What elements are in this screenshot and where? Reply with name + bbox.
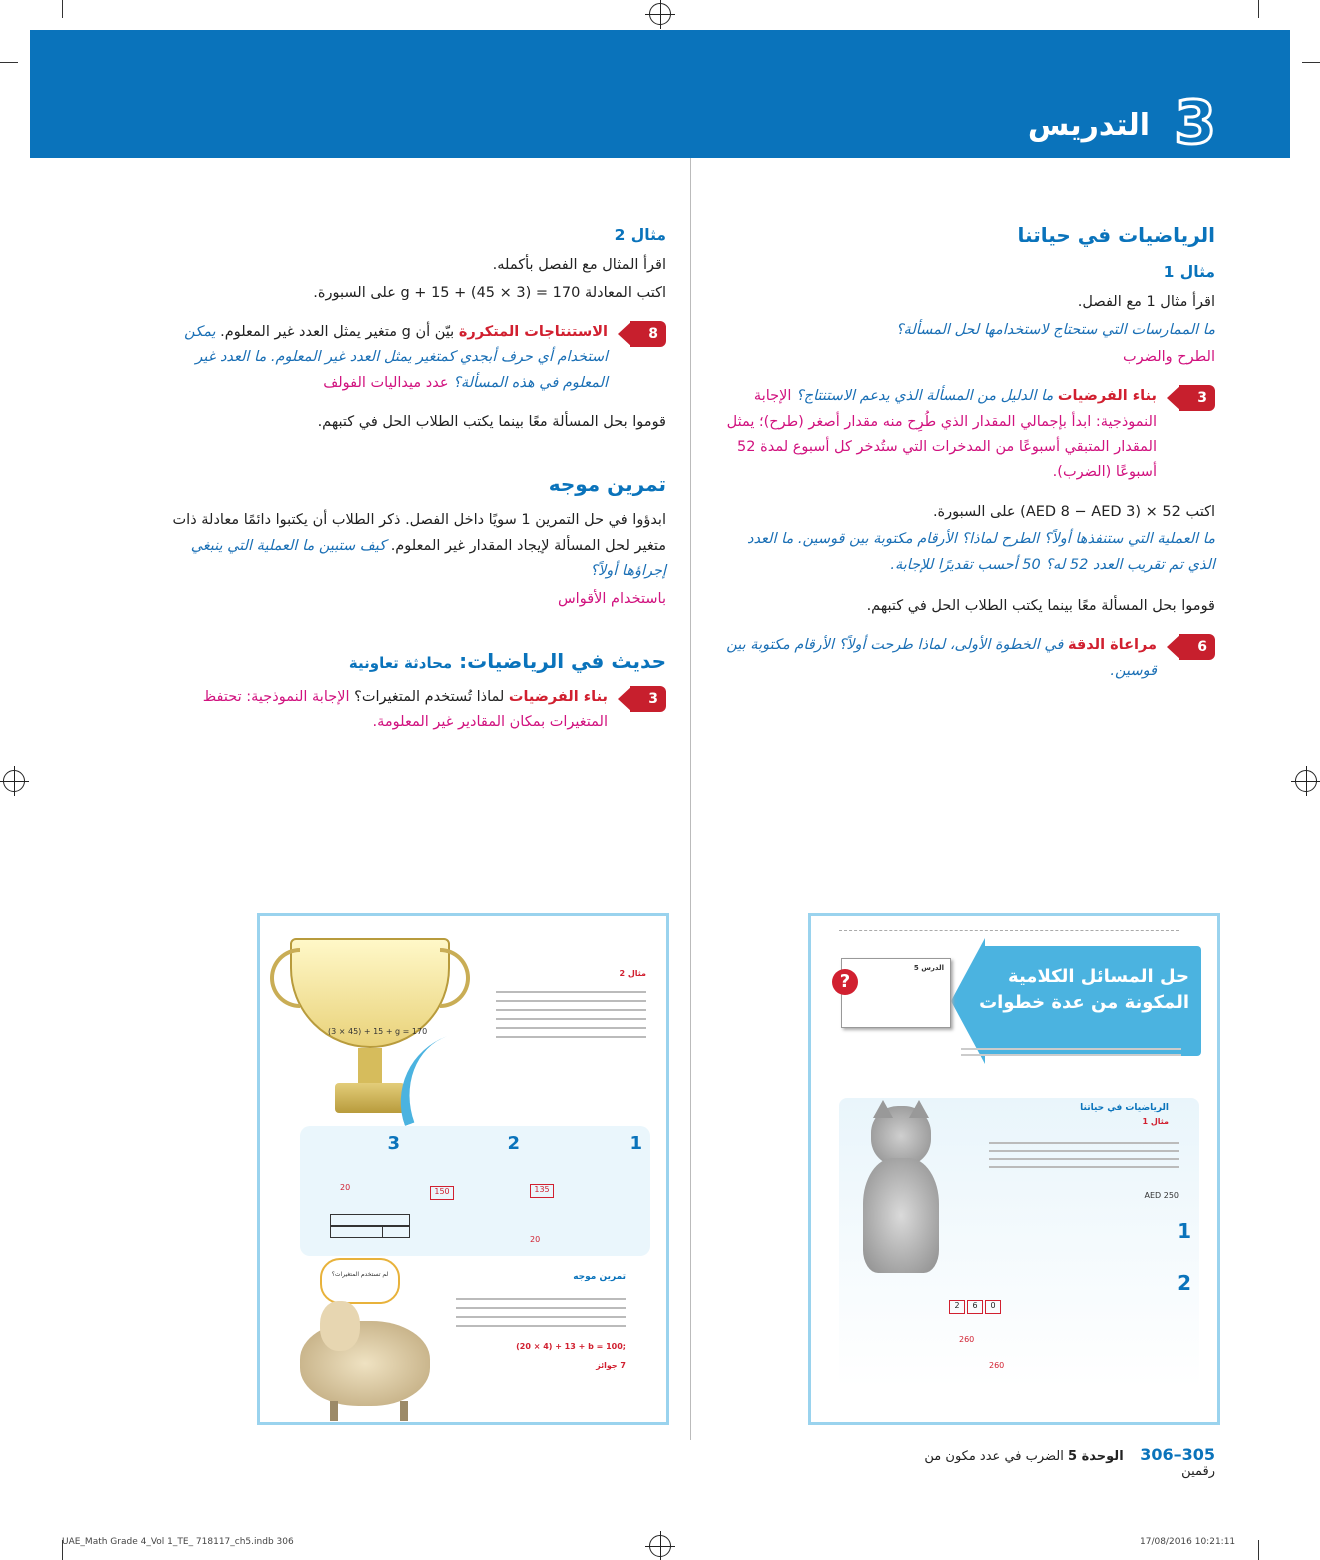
crop-mark bbox=[1258, 0, 1259, 18]
registration-mark-icon bbox=[1295, 770, 1317, 792]
note-label: مراعاة الدقة bbox=[1067, 637, 1157, 654]
guided-practice-heading: تمرين موجه bbox=[548, 472, 666, 497]
text-lines bbox=[496, 984, 646, 1045]
guided-text: ابدؤوا في حل التمرين 1 سويًا داخل الفصل. ذكر الطلاب أن يكتبوا دائمًا معادلة ذات متغير لحل المسألة لإيجاد المقدار غير المعلوم. كيف ستبين ما العملية التي ينبغي إجراؤها أولاً؟ bbox=[172, 512, 666, 580]
note-label: بناء الفرضيات bbox=[508, 688, 608, 705]
chapter-banner bbox=[30, 30, 1290, 158]
speech-bubble: لم تستخدم المتغيرات؟ bbox=[320, 1258, 400, 1304]
steps-panel: 1 2 3 135 150 20 bbox=[300, 1126, 650, 1256]
lesson-title-arrow: حل المسائل الكلامية المكونة من عدة خطوات bbox=[951, 946, 1201, 1056]
practice-tag-icon: 3 bbox=[616, 686, 666, 712]
file-slug: UAE_Math Grade 4_Vol 1_TE_ 718117_ch5.indb 306 bbox=[62, 1537, 294, 1547]
note-answer-label: الإجابة النموذجية: bbox=[753, 388, 1157, 430]
note-text: في الخطوة الأولى، لماذا طرحت أولاً؟ الأرقام مكتوبة بين قوسين. bbox=[726, 637, 1157, 679]
date-slug: 17/08/2016 10:21:11 bbox=[1140, 1537, 1236, 1547]
equation-label: (3 × 45) + 15 + g = 170 bbox=[328, 1027, 428, 1036]
text-lines bbox=[456, 1291, 626, 1334]
sheep-image bbox=[290, 1301, 440, 1421]
note-label: الاستنتاجات المتكررة bbox=[458, 323, 608, 340]
lesson-title: حل المسائل الكلامية bbox=[1008, 966, 1189, 987]
note-question: لماذا تُستخدم المتغيرات؟ bbox=[354, 688, 505, 705]
note-text: بيّن أن g متغير يمثل العدد غير المعلوم. bbox=[220, 323, 455, 340]
instruction-text: قوموا بحل المسألة معًا بينما يكتب الطلاب الحل في كتبهم. bbox=[866, 597, 1215, 614]
example-title: مثال 2 bbox=[614, 226, 666, 244]
note-question: ما الدليل من المسألة الذي يدعم الاستنتاج؟ bbox=[796, 388, 1054, 405]
unit-title: الضرب في عدد مكون من رقمين bbox=[924, 1449, 1215, 1479]
page-numbers: 305–306 bbox=[1140, 1445, 1215, 1464]
section-heading: الرياضيات في حياتنا bbox=[1017, 223, 1215, 247]
text-lines bbox=[961, 1044, 1181, 1060]
student-page-thumbnail bbox=[808, 913, 1220, 1425]
question-text: ما الممارسات التي ستحتاج لاستخدامها لحل المسألة؟ bbox=[895, 321, 1215, 338]
note-question: يمكن استخدام أي حرف أبجدي كمتغير يمثل العدد غير المعلوم. ما العدد غير المعلوم في هذه المسألة؟ bbox=[184, 323, 608, 391]
instruction-text: اكتب 52 × (AED 8 − AED 3) على السبورة. bbox=[932, 503, 1215, 520]
crop-mark bbox=[1302, 62, 1320, 63]
answer-text: الطرح والضرب bbox=[1123, 348, 1215, 365]
banner-number: 3 bbox=[1174, 88, 1216, 158]
practice-tag-icon: 6 bbox=[1165, 634, 1215, 660]
practice-tag-icon: 3 bbox=[1165, 385, 1215, 411]
practice-note bbox=[720, 633, 1215, 684]
question-text: ما العملية التي ستنفذها أولاً؟ الطرح لماذا؟ الأرقام مكتوبة بين قوسين. ما العدد الذي تم تقريب العدد 52 له؟ 50 أحسب تقديرًا للإجابة. bbox=[746, 531, 1215, 573]
practice-note bbox=[168, 685, 666, 736]
crop-mark bbox=[0, 62, 18, 63]
practice-note bbox=[168, 320, 666, 396]
instruction-text: اقرأ مثال 1 مع الفصل. bbox=[1077, 294, 1215, 311]
practice-note bbox=[720, 384, 1215, 486]
crop-mark bbox=[1258, 1540, 1259, 1560]
student-page-thumbnail: (3 × 45) + 15 + g = 170 مثال 2 1 2 3 135 150 20 20 تمرين موجه (20 × 4) + 13 + b = 100; 7 جوائز لم تستخدم المتغيرات؟ bbox=[257, 913, 669, 1425]
registration-mark-icon bbox=[649, 3, 671, 25]
column-divider bbox=[690, 158, 691, 1440]
note-answer: عدد ميداليات الفولف bbox=[323, 374, 449, 391]
banner-title: التدريس bbox=[1027, 108, 1150, 143]
right-column bbox=[720, 218, 1215, 684]
note-answer: ابدأ بإجمالي المقدار الذي طُرِح منه مقدار أصغر (طرح)؛ يمثل المقدار المتبقي أسبوعًا من المدخرات التي ستُدخر كل أسبوع لمدة 52 أسبوعًا (الضرب). bbox=[726, 413, 1157, 481]
lesson-card: الدرس 5 ? bbox=[841, 958, 951, 1028]
instruction-text: قوموا بحل المسألة معًا بينما يكتب الطلاب الحل في كتبهم. bbox=[317, 414, 666, 430]
unit-label: الوحدة 5 bbox=[1068, 1449, 1124, 1464]
math-talk-heading: حديث في الرياضيات: محادثة تعاونية bbox=[348, 648, 666, 673]
question-mark-icon: ? bbox=[832, 969, 858, 995]
practice-tag-icon: 8 bbox=[616, 321, 666, 347]
page-footer bbox=[900, 1445, 1215, 1479]
example-title: مثال 1 bbox=[1163, 263, 1215, 281]
guided-answer: باستخدام الأقواس bbox=[557, 590, 666, 607]
digit-boxes: 2 6 0 bbox=[949, 1300, 1001, 1314]
instruction-text: اقرأ المثال مع الفصل بأكمله. bbox=[492, 257, 666, 274]
registration-mark-icon bbox=[649, 1535, 671, 1557]
note-answer: الإجابة النموذجية: تحتفظ المتغيرات بمكان المقادير غير المعلومة. bbox=[202, 688, 608, 731]
crop-mark bbox=[62, 0, 63, 18]
kitten-image bbox=[851, 1106, 951, 1276]
instruction-text: اكتب المعادلة 170 = (3 × 45) + 15 + g على السبورة. bbox=[313, 284, 666, 301]
example-panel: الرياضيات في حياتنا مثال 1 AED 250 1 2 2 6 0 260 260 bbox=[839, 1098, 1199, 1388]
left-column bbox=[168, 218, 666, 736]
note-label: بناء الفرضيات bbox=[1057, 388, 1157, 405]
registration-mark-icon bbox=[3, 770, 25, 792]
